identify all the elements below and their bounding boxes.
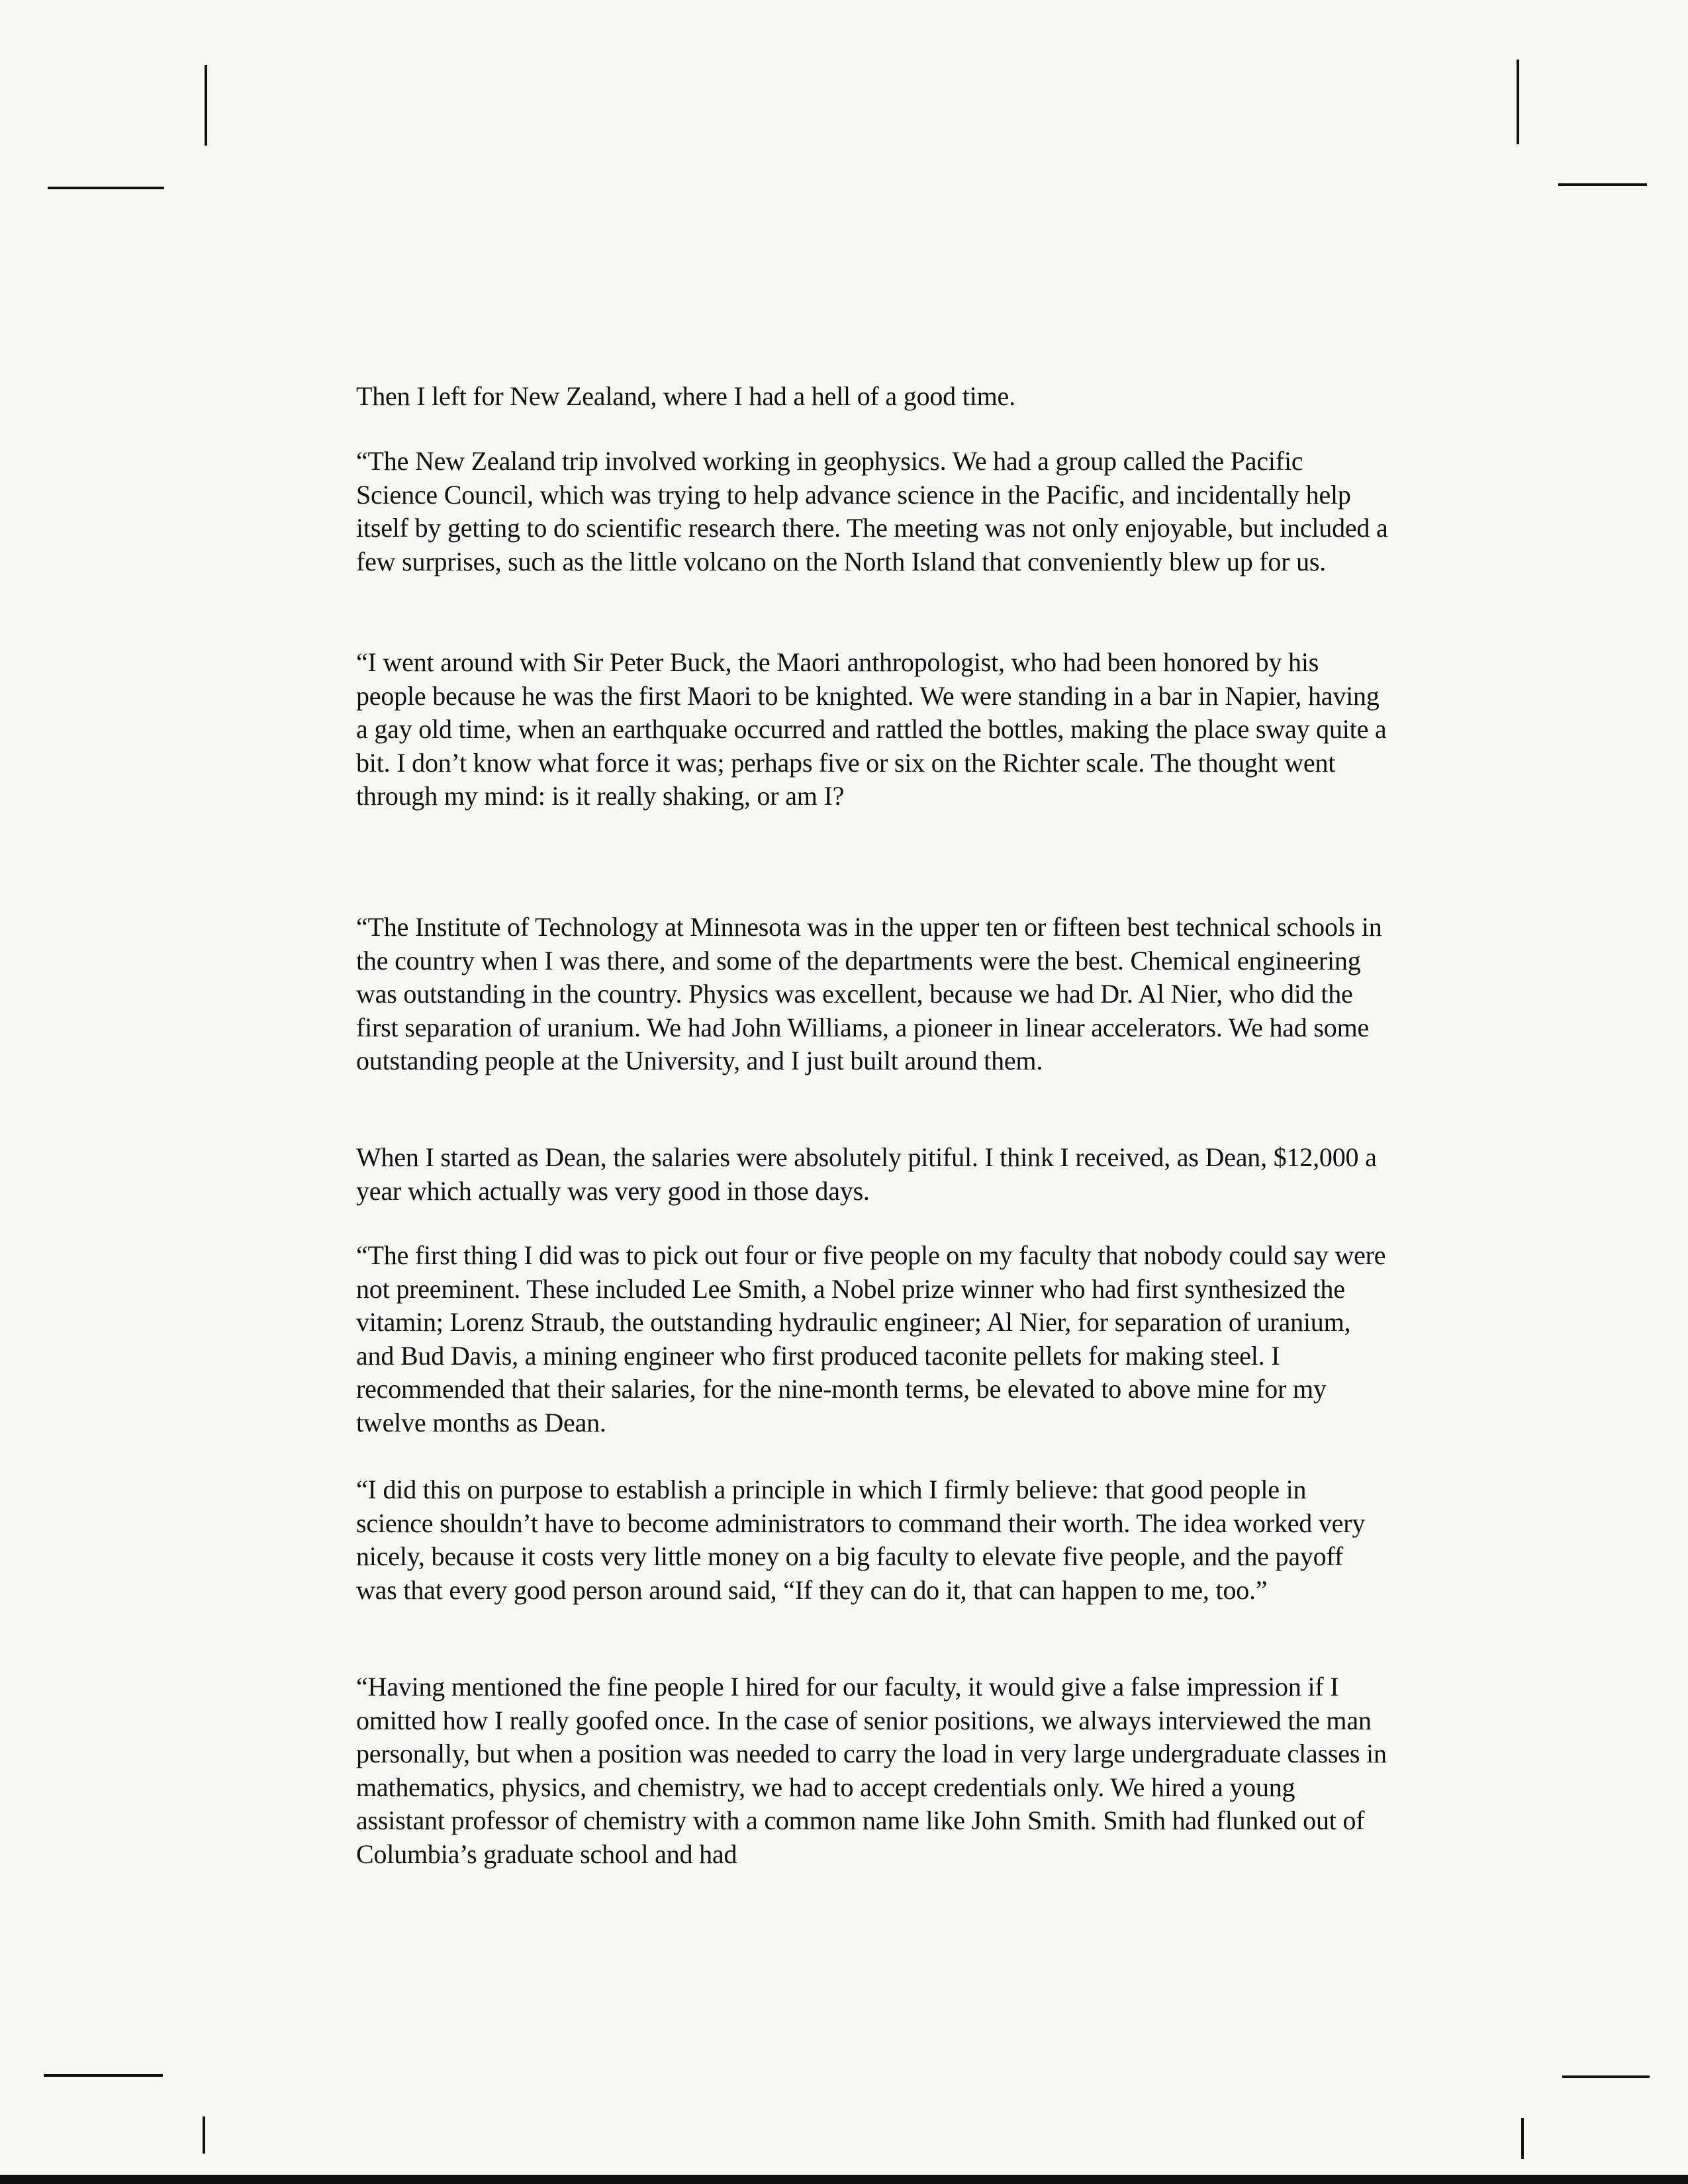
crop-mark-bottom-left-horizontal <box>44 2074 163 2077</box>
crop-mark-top-right-horizontal <box>1558 183 1647 186</box>
paragraph-2: “The New Zealand trip involved working in geophysics. We had a group called the Pacific Science Council, which was trying to help advance science in the Pacific, and incidentally help itself by getting to do scientific research there. The meeting was not only enjoyable, but included a few surprises, such as the little volcano on the North Island that conveniently blew up for us. <box>356 446 1388 576</box>
scan-bottom-edge <box>0 2175 1688 2184</box>
crop-mark-top-left-horizontal <box>48 187 164 189</box>
paragraph-8: “Having mentioned the fine people I hired for our faculty, it would give a false impression if I omitted how I really goofed once. In the case of senior positions, we always interviewed the man personally, but when a position was needed to carry the load in very large undergraduate classes in mathematics, physics, and chemistry, we had to accept credentials only. We hired a young assistant professor of chemistry with a common name like John Smith. Smith had flunked out of Columbia’s graduate school and had <box>356 1672 1387 1869</box>
crop-mark-top-left-vertical <box>205 65 207 146</box>
crop-mark-bottom-left-vertical <box>203 2116 205 2154</box>
paragraph-1: Then I left for New Zealand, where I had a hell of a good time. <box>356 381 1015 411</box>
paragraph-4: “The Institute of Technology at Minnesota was in the upper ten or fifteen best technical schools in the country when I was there, and some of the departments were the best. Chemical engineering was outstanding in the country. Physics was excellent, because we had Dr. Al Nier, who did the first separation of uranium. We had John Williams, a pioneer in linear accelerators. We had some outstanding people at the University, and I just built around them. <box>356 912 1382 1075</box>
paragraph-5: When I started as Dean, the salaries were absolutely pitiful. I think I received, as Dean, $12,000 a year which actually was very good in those days. <box>356 1142 1377 1206</box>
crop-mark-bottom-right-vertical <box>1521 2118 1524 2159</box>
crop-mark-bottom-right-horizontal <box>1562 2075 1650 2078</box>
paragraph-7: “I did this on purpose to establish a principle in which I firmly believe: that good people in science shouldn’t have to become administrators to command their worth. The idea worked very nicely, because it costs very little money on a big faculty to elevate five people, and the payoff was that every good person around said, “If they can do it, that can happen to me, too.” <box>356 1475 1366 1605</box>
paragraph-3: “I went around with Sir Peter Buck, the Maori anthropologist, who had been honored by his people because he was the first Maori to be knighted. We were standing in a bar in Napier, having a gay old time, when an earthquake occurred and rattled the bottles, making the place sway quite a bit. I don’t know what force it was; perhaps five or six on the Richter scale. The thought went through my mind: is it really shaking, or am I? <box>356 647 1387 811</box>
crop-mark-top-right-vertical <box>1517 60 1519 144</box>
paragraph-6: “The first thing I did was to pick out four or five people on my faculty that nobody could say were not preeminent. These included Lee Smith, a Nobel prize winner who had first synthesized the vitamin; Lorenz Straub, the outstanding hydraulic engineer; Al Nier, for separation of uranium, and Bud Davis, a mining engineer who first produced taconite pellets for making steel. I recommended that their salaries, for the nine-month terms, be elevated to above mine for my twelve months as Dean. <box>356 1240 1386 1437</box>
